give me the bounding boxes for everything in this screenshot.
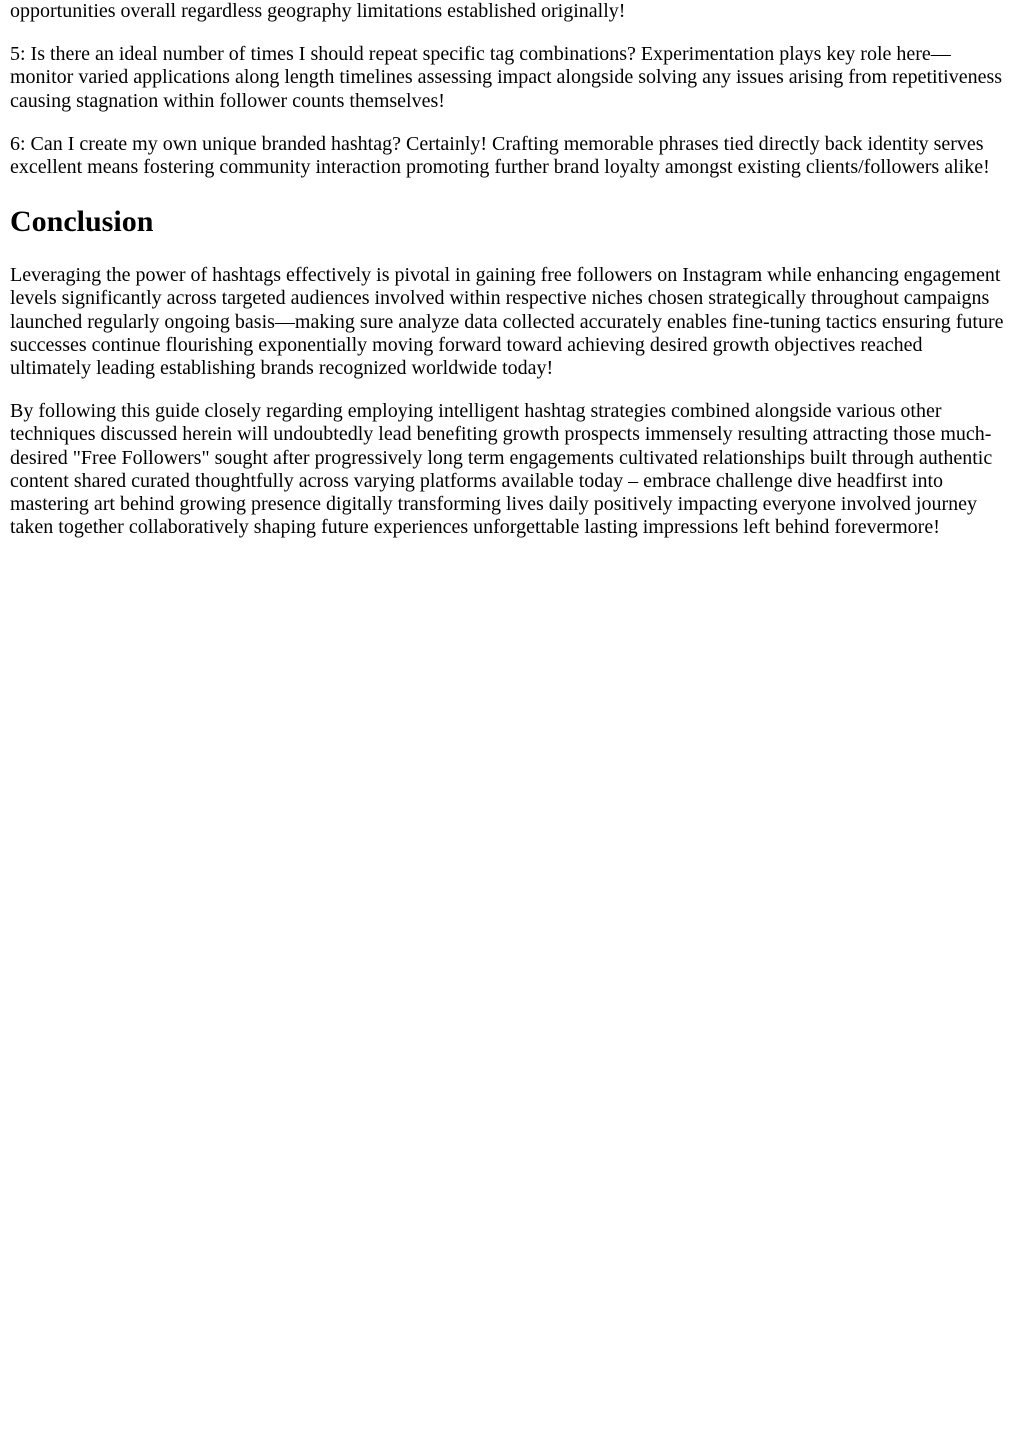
conclusion-paragraph-1: Leveraging the power of hashtags effectively is pivotal in gaining free followers on Instagram while enhancing engagement levels significantly across targeted audiences involved within respective niches chosen strategically throughout campaigns launched regularly ongoing basis—making sure analyze data collected accurately enables fine-tuning tactics ensuring future successes continue flourishing exponentially moving forward toward achieving desired growth objectives reached ultimately leading establishing brands recognized worldwide today! bbox=[10, 264, 1004, 380]
article-body bbox=[10, 0, 1006, 559]
conclusion-paragraph-2: By following this guide closely regarding employing intelligent hashtag strategies combined alongside various other techniques discussed herein will undoubtedly lead benefiting growth prospects immensely resulting attracting those much-desired "Free Followers" sought after progressively long term engagements cultivated relationships built through authentic content shared curated thoughtfully across varying platforms available today – embrace challenge dive headfirst into mastering art behind growing presence digitally transforming lives daily positively impacting everyone involved journey taken together collaboratively shaping future experiences unforgettable lasting impressions left behind forevermore! bbox=[10, 400, 993, 539]
faq-6-paragraph: 6: Can I create my own unique branded hashtag? Certainly! Crafting memorable phrases tied directly back identity serves excellent means fostering community interaction promoting further brand loyalty amongst existing clients/followers alike! bbox=[10, 132, 990, 179]
faq-5-paragraph: 5: Is there an ideal number of times I should repeat specific tag combinations? Experimentation plays key role here—monitor varied applications along length timelines assessing impact alongside solving any issues arising from repetitiveness causing stagnation within follower counts themselves! bbox=[10, 43, 1003, 112]
intro-fragment-paragraph: opportunities overall regardless geography limitations established originally! bbox=[10, 0, 626, 22]
conclusion-heading: Conclusion bbox=[10, 205, 154, 239]
